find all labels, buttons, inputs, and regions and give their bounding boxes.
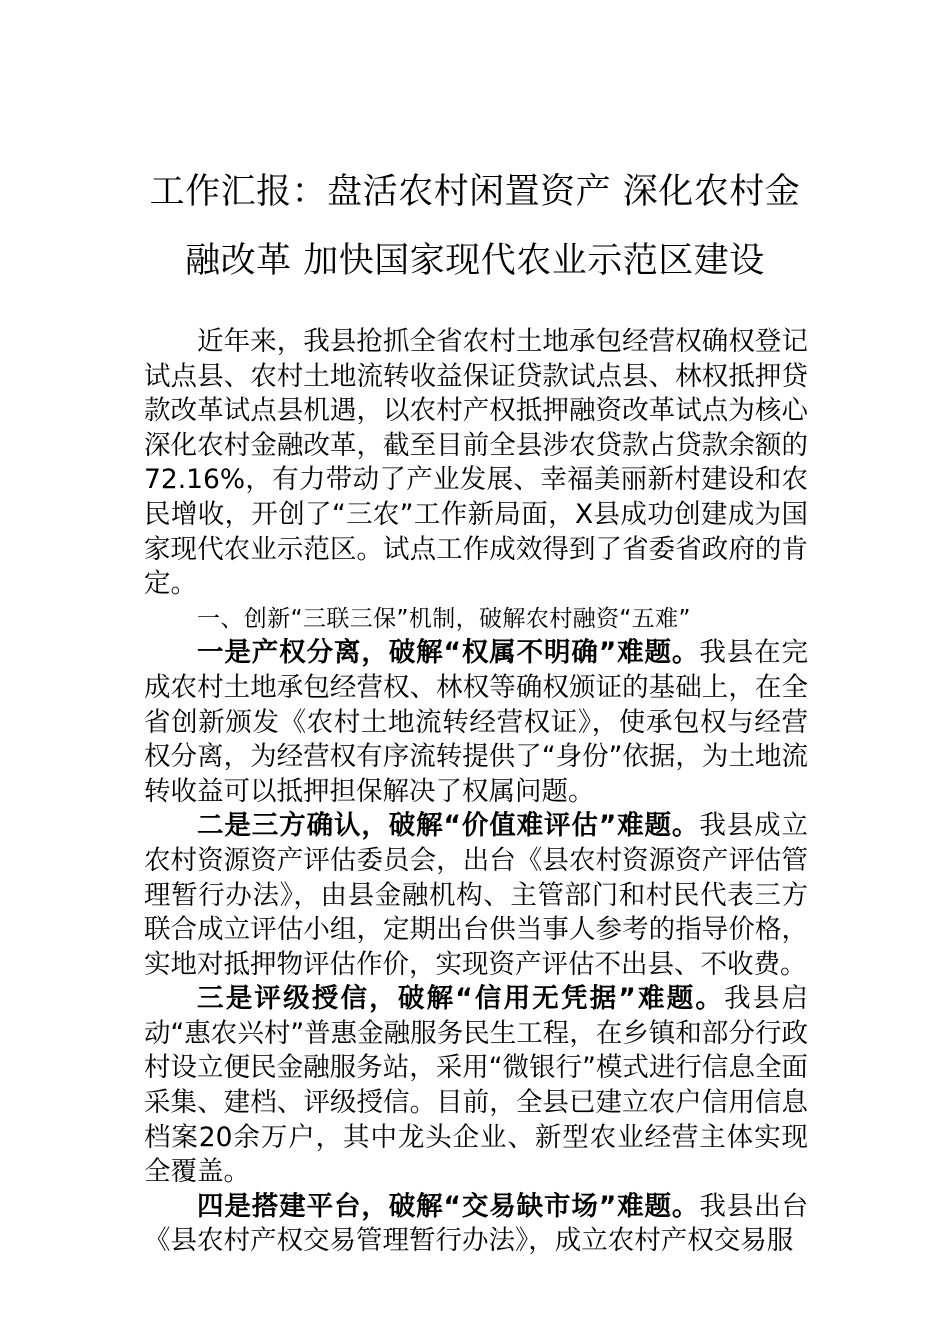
paragraph-credit-rating <box>144 982 808 1190</box>
title-line-1: 工作汇报：盘活农村闲置资产 深化农村金 <box>149 172 801 212</box>
paragraph-lead: 三是评级授信，破解“信用无凭据”难题。 <box>197 983 725 1015</box>
intro-paragraph: 近年来，我县抢抓全省农村土地承包经营权确权登记试点县、农村土地流转收益保证贷款试点县、林权抵押贷款改革试点县机遇，以农村产权抵押融资改革试点为核心深化农村金融改革，截至目前全县涉农贷款占贷款余额的72.16%，有力带动了产业发展、幸福美丽新村建设和农民增收，开创了“三农”工作新局面，X县成功创建成为国家现代农业示范区。试点工作成效得到了省委省政府的肯定。 <box>144 326 808 600</box>
title-line-2: 融改革 加快国家现代农业示范区建设 <box>185 241 765 281</box>
paragraph-text: 我县启动“惠农兴村”普惠金融服务民生工程，在乡镇和部分行政村设立便民金融服务站，采用“微银行”模式进行信息全面采集、建档、评级授信。目前，全县已建立农户信用信息档案20余万户，其中龙头企业、新型农业经营主体实现全覆盖。 <box>144 983 808 1188</box>
paragraph-text: 我县在完成农村土地承包经营权、林权等确权颁证的基础上，在全省创新颁发《农村土地流转经营权证》，使承包权与经营权分离，为经营权有序流转提供了“身份”依据，为土地流转收益可以抵押担保解决了权属问题。 <box>144 637 808 807</box>
paragraph-property-separation <box>144 636 808 809</box>
section-heading: 一、创新“三联三保”机制，破解农村融资“五难” <box>197 605 691 632</box>
document-title <box>120 158 830 296</box>
paragraph-text: 我县出台《县农村产权交易管理暂行办法》，成立农村产权交易服 <box>144 1190 808 1257</box>
paragraph-tripartite-confirmation <box>144 809 808 982</box>
paragraph-lead: 一是产权分离，破解“权属不明确”难题。 <box>197 637 700 669</box>
paragraph-lead: 二是三方确认，破解“价值难评估”难题。 <box>197 810 700 842</box>
paragraph-text: 我县成立农村资源资产评估委员会，出台《县农村资源资产评估管理暂行办法》，由县金融机构、主管部门和村民代表三方联合成立评估小组，定期出台供当事人参考的指导价格，实地对抵押物评估作价，实现资产评估不出县、不收费。 <box>144 810 808 980</box>
document-body <box>144 325 808 1259</box>
paragraph-lead: 四是搭建平台，破解“交易缺市场”难题。 <box>197 1190 700 1222</box>
paragraph-platform-building <box>144 1190 808 1259</box>
